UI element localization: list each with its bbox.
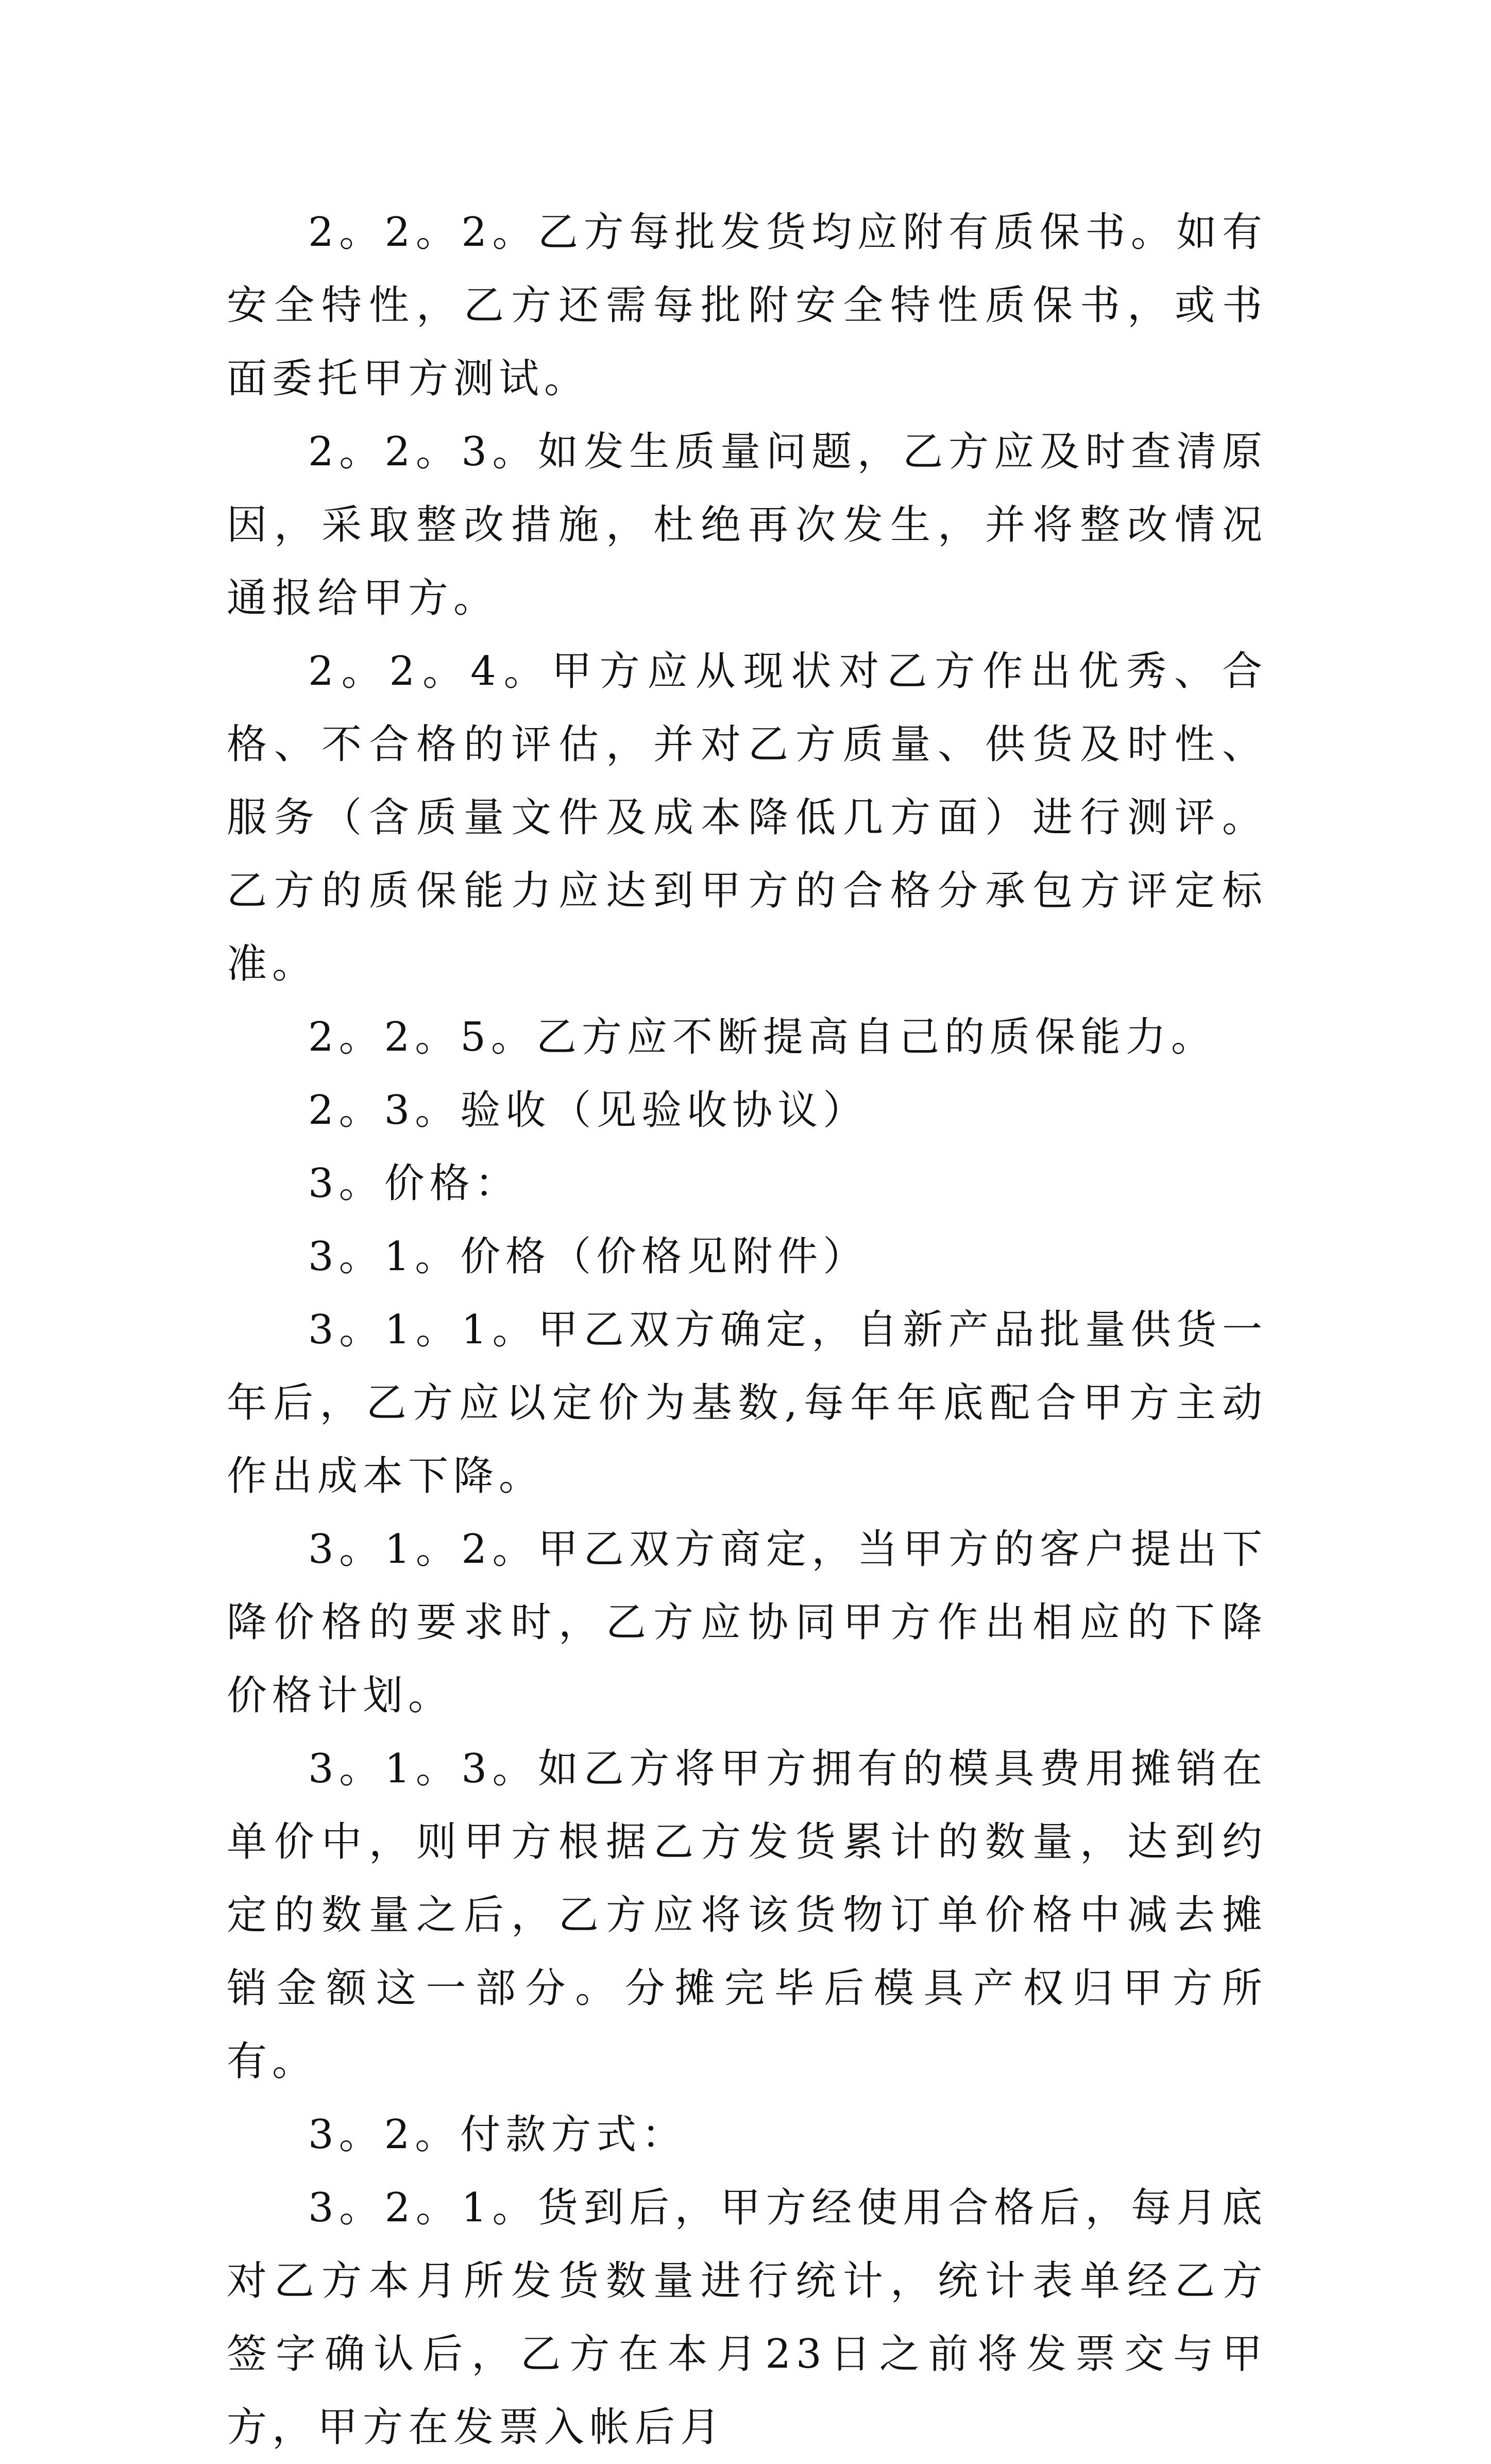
paragraph-3-2: 3。2。付款方式： [308, 2112, 687, 2158]
paragraph-3-1-3: 3。1。3。如乙方将甲方拥有的模具费用摊销在单价中，则甲方根据乙方发货累计的数量，达到约定的数量之后，乙方应将该货物订单价格中减去摊销金额这一部分。分摊完毕后模具产权归甲方所有。 [227, 1746, 1267, 2085]
document-page [227, 196, 1267, 2464]
paragraph-2-3: 2。3。验收（见验收协议） [308, 1087, 869, 1134]
paragraph-2-2-3: 2。2。3。如发生质量问题，乙方应及时查清原因，采取整改措施，杜绝再次发生，并将整改情况通报给甲方。 [227, 429, 1267, 621]
paragraph-3-1: 3。1。价格（价格见附件） [308, 1234, 869, 1280]
paragraph-3: 3。价格： [308, 1160, 520, 1207]
paragraph-3-1-2: 3。1。2。甲乙双方商定，当甲方的客户提出下降价格的要求时，乙方应协同甲方作出相应的下降价格计划。 [227, 1526, 1267, 1719]
paragraph-2-2-2: 2。2。2。乙方每批发货均应附有质保书。如有安全特性，乙方还需每批附安全特性质保书，或书面委托甲方测试。 [227, 209, 1267, 402]
paragraph-3-1-1: 3。1。1。甲乙双方确定，自新产品批量供货一年后，乙方应以定价为基数,每年年底配合甲方主动作出成本下降。 [227, 1307, 1267, 1499]
paragraph-2-2-5: 2。2。5。乙方应不断提高自己的质保能力。 [308, 1014, 1216, 1060]
paragraph-2-2-4: 2。2。4。甲方应从现状对乙方作出优秀、合格、不合格的评估，并对乙方质量、供货及时性、服务（含质量文件及成本降低几方面）进行测评。乙方的质保能力应达到甲方的合格分承包方评定标准。 [227, 648, 1267, 987]
paragraph-3-2-1: 3。2。1。货到后，甲方经使用合格后，每月底对乙方本月所发货数量进行统计，统计表单经乙方签字确认后，乙方在本月23日之前将发票交与甲方，甲方在发票入帐后月 [227, 2185, 1267, 2451]
